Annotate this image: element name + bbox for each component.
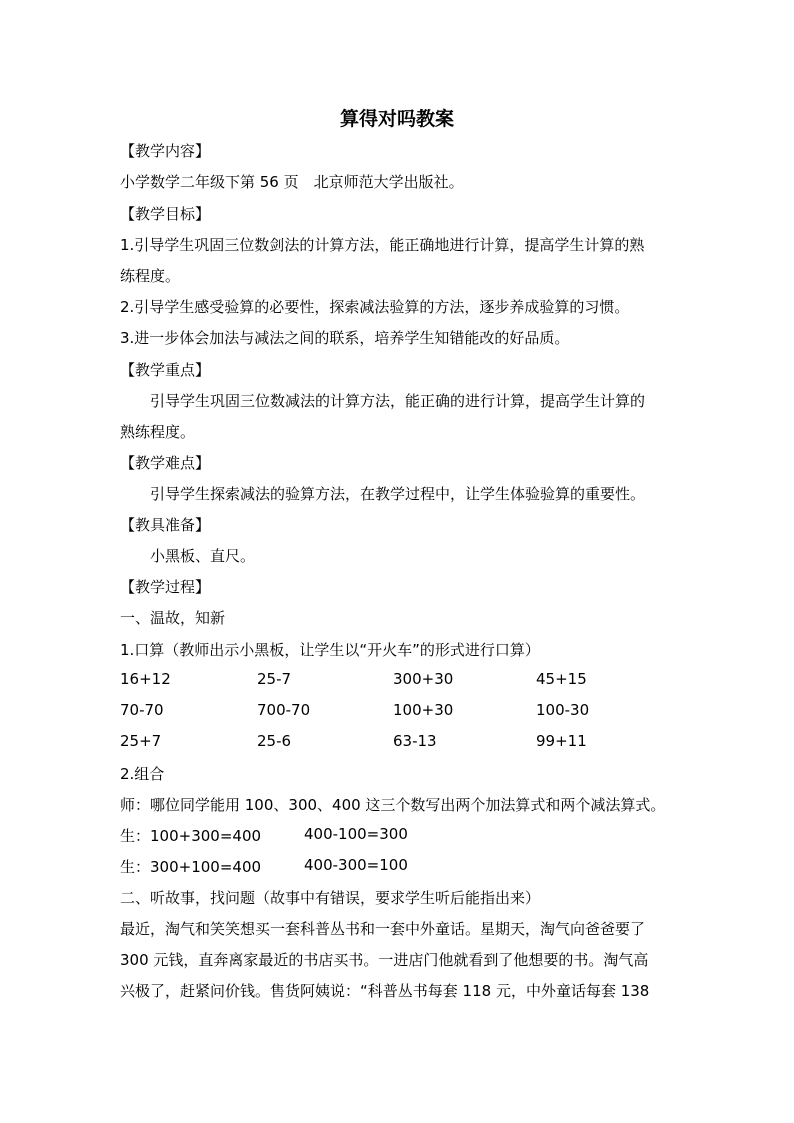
- oral-cell: 63-13: [393, 732, 437, 750]
- oral-cell: 45+15: [536, 670, 587, 688]
- teacher-question: 师：哪位同学能用 100、300、400 这三个数写出两个加法算式和两个减法算式。: [120, 796, 666, 814]
- student-answer-1a: 生：100+300=400: [120, 827, 262, 845]
- difficulty-text: 引导学生探索减法的验算方法，在教学过程中，让学生体验验算的重要性。: [150, 485, 646, 503]
- section-heading-content: 【教学内容】: [120, 142, 211, 160]
- oral-cell: 700-70: [257, 701, 311, 719]
- section-heading-key: 【教学重点】: [120, 361, 211, 379]
- oral-cell: 25+7: [120, 732, 162, 750]
- student-answer-1b: 400-100=300: [304, 825, 408, 843]
- student-answer-2a: 生：300+100=400: [120, 858, 262, 876]
- combine-heading: 2.组合: [120, 765, 165, 783]
- oral-cell: 300+30: [393, 670, 454, 688]
- section-heading-tools: 【教具准备】: [120, 516, 211, 534]
- goal-3: 3.进一步体会加法与减法之间的联系，培养学生知错能改的好品质。: [120, 329, 570, 347]
- content-text: 小学数学二年级下第 56 页 北京师范大学出版社。: [120, 173, 464, 191]
- section-heading-process: 【教学过程】: [120, 578, 211, 596]
- oral-cell: 16+12: [120, 670, 171, 688]
- student-answer-2b: 400-300=100: [304, 856, 408, 874]
- step-2-heading: 二、听故事，找问题（故事中有错误，要求学生听后能指出来）: [120, 889, 541, 907]
- key-point-line-2: 熟练程度。: [120, 423, 196, 441]
- oral-cell: 100-30: [536, 701, 590, 719]
- goal-2: 2.引导学生感受验算的必要性，探索减法验算的方法，逐步养成验算的习惯。: [120, 298, 630, 316]
- oral-cell: 100+30: [393, 701, 454, 719]
- oral-cell: 70-70: [120, 701, 164, 719]
- page-title: 算得对吗教案: [339, 108, 454, 130]
- oral-cell: 99+11: [536, 732, 587, 750]
- tools-text: 小黑板、直尺。: [150, 547, 256, 565]
- goal-1-line-1: 1.引导学生巩固三位数剑法的计算方法，能正确地进行计算，提高学生计算的熟: [120, 236, 645, 254]
- oral-calc-heading: 1.口算（教师出示小黑板，让学生以“开火车”的形式进行口算）: [120, 641, 540, 659]
- story-line-1: 最近，淘气和笑笑想买一套科普丛书和一套中外童话。星期天，淘气向爸爸要了: [120, 920, 646, 938]
- oral-cell: 25-7: [257, 670, 292, 688]
- story-line-2: 300 元钱，直奔离家最近的书店买书。一进店门他就看到了他想要的书。淘气高: [120, 951, 649, 969]
- goal-1-line-2: 练程度。: [120, 267, 181, 285]
- oral-cell: 25-6: [257, 732, 292, 750]
- story-line-3: 兴极了，赶紧问价钱。售货阿姨说：“科普丛书每套 118 元，中外童话每套 138: [120, 982, 650, 1000]
- section-heading-goals: 【教学目标】: [120, 205, 211, 223]
- step-1-heading: 一、温故，知新: [120, 609, 226, 627]
- section-heading-difficulty: 【教学难点】: [120, 454, 211, 472]
- key-point-line-1: 引导学生巩固三位数减法的计算方法，能正确的进行计算，提高学生计算的: [150, 392, 646, 410]
